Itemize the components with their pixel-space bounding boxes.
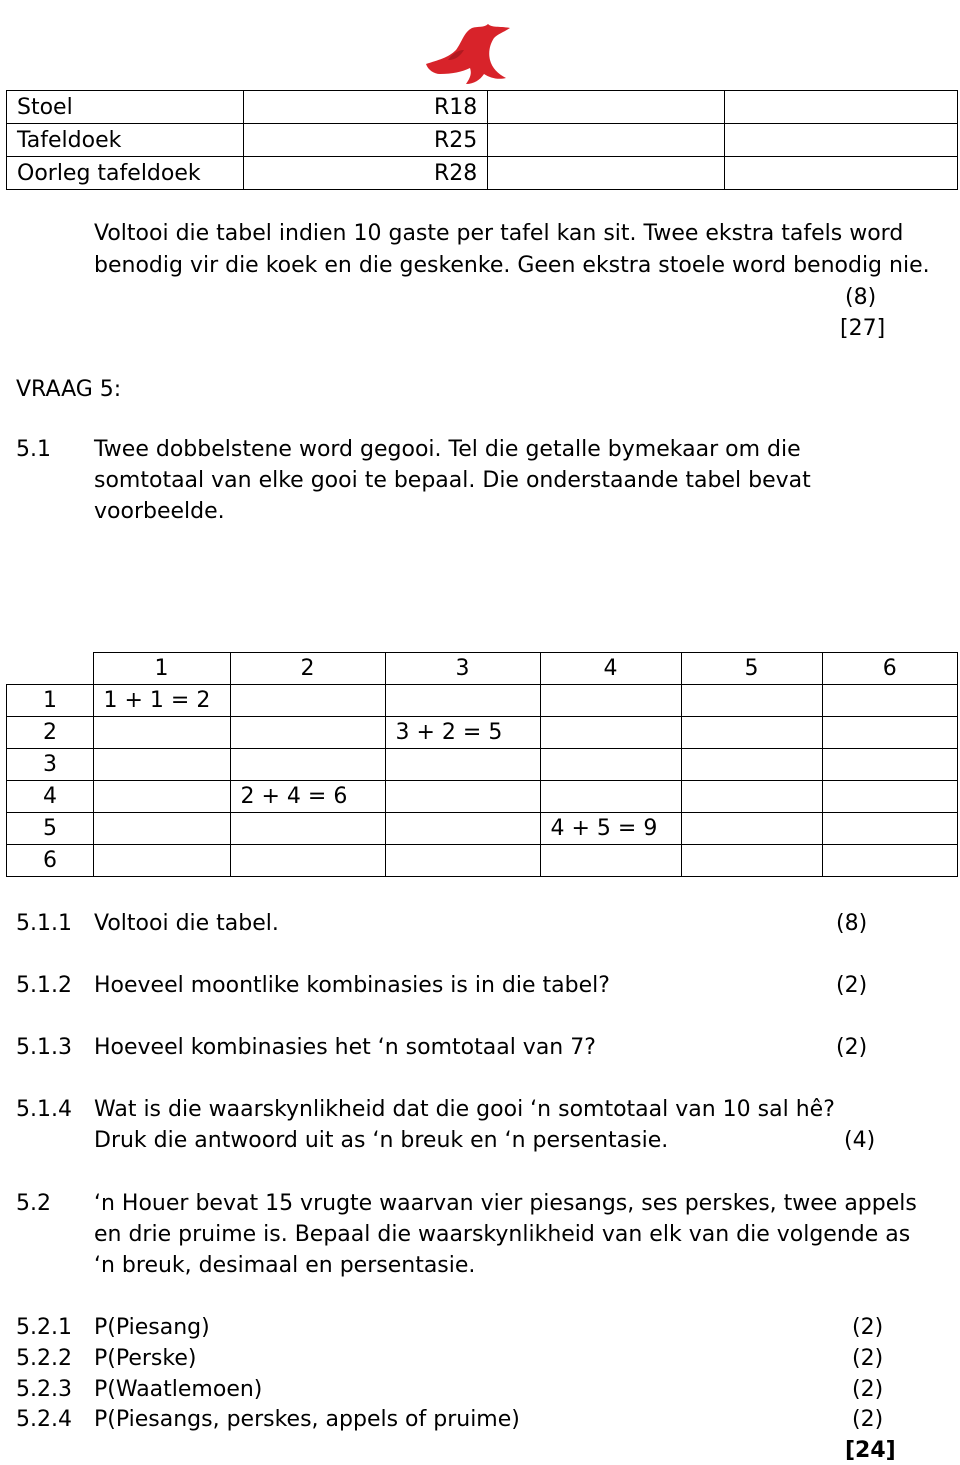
subquestion-text: P(Piesangs, perskes, appels of pruime) — [94, 1407, 520, 1432]
header-cell: 6 — [822, 653, 958, 685]
price-cell: R18 — [244, 91, 488, 124]
table-cell: 4 + 5 = 9 — [540, 813, 681, 845]
subquestion-number: 5.2.4 — [16, 1407, 72, 1432]
table-row — [7, 781, 958, 813]
table-header-row — [7, 653, 958, 685]
row-label: 2 — [7, 717, 94, 749]
section-total: [27] — [840, 316, 886, 341]
subquestion-text: P(Piesang) — [94, 1315, 210, 1340]
table-row — [7, 124, 958, 157]
section-total: [24] — [845, 1438, 896, 1463]
row-label: 1 — [7, 685, 94, 717]
subquestion-number: 5.1.3 — [16, 1035, 72, 1060]
header-cell: 4 — [540, 653, 681, 685]
row-label: 4 — [7, 781, 94, 813]
item-cell: Oorleg tafeldoek — [7, 157, 244, 190]
item-cell: Tafeldoek — [7, 124, 244, 157]
subquestion-text: Hoeveel kombinasies het ‘n somtotaal van 7? — [94, 1035, 596, 1060]
header-cell: 2 — [230, 653, 385, 685]
dragon-logo — [418, 20, 518, 88]
price-cell: R28 — [244, 157, 488, 190]
marks: (2) — [836, 1035, 868, 1060]
table-cell: 3 + 2 = 5 — [385, 717, 540, 749]
question-text-line-3: ‘n breuk, desimaal en persentasie. — [94, 1253, 476, 1278]
subquestion-number: 5.1.1 — [16, 911, 72, 936]
table-cell: 1 + 1 = 2 — [93, 685, 230, 717]
marks: (2) — [836, 973, 868, 998]
question-text-line-1: ‘n Houer bevat 15 vrugte waarvan vier piesangs, ses perskes, twee appels — [94, 1191, 917, 1216]
marks: (2) — [852, 1407, 884, 1432]
marks: (8) — [845, 285, 877, 310]
row-label: 3 — [7, 749, 94, 781]
question-title: VRAAG 5: — [16, 377, 122, 402]
dice-table — [6, 652, 958, 877]
question-text-line-3: voorbeelde. — [94, 499, 225, 524]
subquestion-number: 5.2.2 — [16, 1346, 72, 1371]
subquestion-number: 5.2.3 — [16, 1377, 72, 1402]
question-text-line-1: Twee dobbelstene word gegooi. Tel die getalle bymekaar om die — [94, 437, 801, 462]
subquestion-text: Hoeveel moontlike kombinasies is in die tabel? — [94, 973, 610, 998]
marks: (2) — [852, 1315, 884, 1340]
subquestion-number: 5.2.1 — [16, 1315, 72, 1340]
subquestion-text: P(Perske) — [94, 1346, 197, 1371]
subquestion-text: P(Waatlemoen) — [94, 1377, 263, 1402]
header-cell: 1 — [93, 653, 230, 685]
subquestion-number: 5.1.4 — [16, 1097, 72, 1122]
marks: (2) — [852, 1377, 884, 1402]
row-label: 6 — [7, 845, 94, 877]
question-text-line-2: somtotaal van elke gooi te bepaal. Die onderstaande tabel bevat — [94, 468, 811, 493]
marks: (4) — [844, 1128, 876, 1153]
table-row — [7, 749, 958, 781]
question-number: 5.2 — [16, 1191, 51, 1216]
instruction-line-2: benodig vir die koek en die geskenke. Geen ekstra stoele word benodig nie. — [94, 253, 930, 278]
subquestion-text-2: Druk die antwoord uit as ‘n breuk en ‘n persentasie. — [94, 1128, 669, 1153]
question-number: 5.1 — [16, 437, 51, 462]
table-row — [7, 157, 958, 190]
subquestion-number: 5.1.2 — [16, 973, 72, 998]
table-cell: 2 + 4 = 6 — [230, 781, 385, 813]
question-text-line-2: en drie pruime is. Bepaal die waarskynlikheid van elk van die volgende as — [94, 1222, 911, 1247]
price-cell: R25 — [244, 124, 488, 157]
table-row — [7, 685, 958, 717]
price-table — [6, 90, 958, 190]
table-row — [7, 813, 958, 845]
marks: (2) — [852, 1346, 884, 1371]
table-row — [7, 91, 958, 124]
instruction-line-1: Voltooi die tabel indien 10 gaste per tafel kan sit. Twee ekstra tafels word — [94, 221, 904, 246]
subquestion-text: Wat is die waarskynlikheid dat die gooi ‘n somtotaal van 10 sal hê? — [94, 1097, 835, 1122]
table-row — [7, 717, 958, 749]
header-cell: 5 — [681, 653, 822, 685]
table-row — [7, 845, 958, 877]
subquestion-text: Voltooi die tabel. — [94, 911, 279, 936]
header-cell: 3 — [385, 653, 540, 685]
marks: (8) — [836, 911, 868, 936]
item-cell: Stoel — [7, 91, 244, 124]
row-label: 5 — [7, 813, 94, 845]
